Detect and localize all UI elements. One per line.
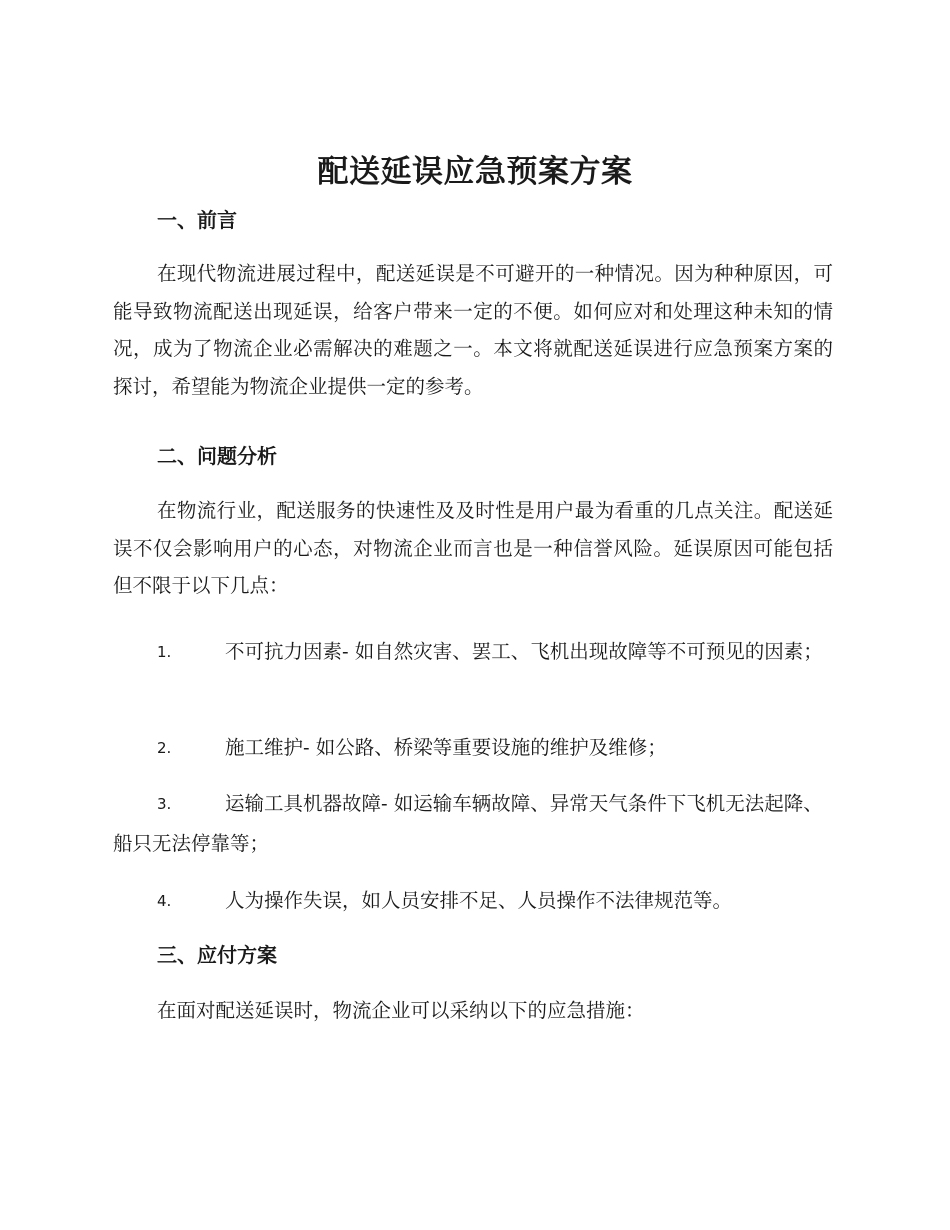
list-item-text: 施工维护- 如公路、桥梁等重要设施的维护及维修； bbox=[225, 736, 667, 759]
section-heading-analysis: 二、问题分析 bbox=[157, 444, 277, 468]
list-item-text: 不可抗力因素- 如自然灾害、罢工、飞机出现故障等不可预见的因素； bbox=[225, 640, 823, 663]
document-title: 配送延误应急预案方案 bbox=[317, 154, 633, 190]
section-heading-response: 三、应付方案 bbox=[157, 943, 277, 967]
list-item-number: 1. bbox=[157, 643, 172, 661]
list-item bbox=[113, 881, 833, 921]
list-item-text: 人为操作失误，如人员安排不足、人员操作不法律规范等。 bbox=[225, 889, 733, 912]
section-heading-preface: 一、前言 bbox=[157, 208, 237, 232]
list-item-number: 2. bbox=[157, 739, 172, 757]
list-item-number: 3. bbox=[157, 795, 172, 813]
analysis-paragraph: 在物流行业，配送服务的快速性及及时性是用户最为看重的几点关注。配送延误不仅会影响用户的心态，对物流企业而言也是一种信誉风险。延误原因可能包括但不限于以下几点： bbox=[113, 499, 833, 597]
list-item bbox=[113, 728, 833, 768]
list-item-text: 运输工具机器故障- 如运输车辆故障、异常天气条件下飞机无法起降、船只无法停靠等； bbox=[113, 792, 823, 855]
preface-paragraph: 在现代物流进展过程中，配送延误是不可避开的一种情况。因为种种原因，可能导致物流配送出现延误，给客户带来一定的不便。如何应对和处理这种未知的情况，成为了物流企业必需解决的难题之一。本文将就配送延误进行应急预案方案的探讨，希望能为物流企业提供一定的参考。 bbox=[113, 262, 833, 398]
response-paragraph: 在面对配送延误时，物流企业可以采纳以下的应急措施： bbox=[157, 999, 645, 1022]
list-item-number: 4. bbox=[157, 892, 172, 910]
list-item bbox=[113, 632, 833, 672]
list-item bbox=[113, 784, 833, 864]
